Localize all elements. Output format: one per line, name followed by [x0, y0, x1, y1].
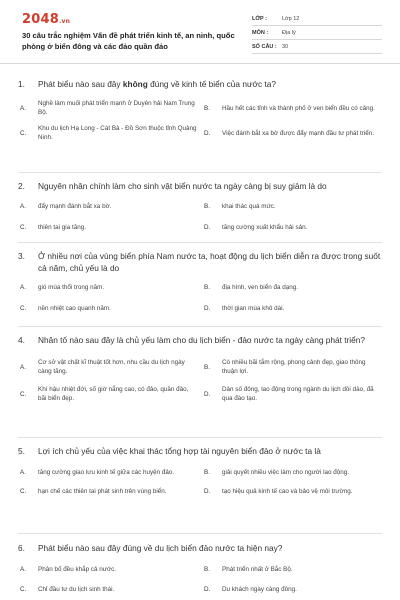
option-d[interactable]	[202, 585, 382, 594]
option-c[interactable]	[18, 487, 202, 496]
option-text: tạo hiệu quả kinh tế cao và bảo vệ môi trường.	[222, 488, 353, 495]
option-text: hạn chế các thiên tai phát sinh trên vùng biển.	[38, 488, 167, 495]
option-text: địa hình, ven biển đa dạng.	[222, 284, 298, 291]
option-b[interactable]	[202, 358, 382, 376]
option-letter: B.	[204, 566, 210, 573]
meta-row-subject	[252, 26, 382, 40]
option-text: Cơ sở vật chất kĩ thuật tốt hơn, nhu cầu du lịch ngày càng tăng.	[38, 359, 185, 375]
option-letter: C.	[20, 224, 27, 231]
option-letter: C.	[20, 305, 27, 312]
question-text-part: đúng về kinh tế biển của nước ta?	[147, 79, 276, 89]
option-a[interactable]	[18, 565, 202, 574]
option-text: Dân số đông, lao động trong ngành du lịch dồi dào, đã qua đào tạo.	[222, 386, 374, 402]
option-c[interactable]	[18, 385, 202, 403]
option-text: tăng cường giao lưu kinh tế giữa các huyện đảo.	[38, 469, 175, 476]
question-number: 3.	[18, 251, 25, 261]
logo-suffix-text: .vn	[58, 18, 71, 25]
option-text: Hầu hết các tỉnh và thành phố ở ven biển đều có cảng.	[222, 104, 375, 112]
question-5	[18, 445, 382, 496]
option-text: khai thác quá mức.	[222, 203, 276, 210]
option-text: Khí hậu nhiệt đới, số giờ nắng cao, có đảo, quần đảo, bãi biển đẹp.	[38, 386, 189, 402]
option-b[interactable]	[202, 99, 382, 117]
option-letter: B.	[204, 469, 210, 476]
option-letter: B.	[204, 284, 210, 291]
question-4	[18, 334, 382, 403]
question-1	[18, 78, 382, 142]
option-text: thiên tai gia tăng.	[38, 224, 86, 231]
option-letter: C.	[20, 129, 27, 137]
option-d[interactable]	[202, 223, 382, 232]
question-number: 1.	[18, 79, 25, 89]
divider	[18, 437, 382, 438]
option-c[interactable]	[18, 304, 202, 313]
option-text: Nghề làm muối phát triển mạnh ở Duyên hải Nam Trung Bộ.	[38, 100, 195, 116]
question-text: Ở nhiều nơi của vùng biển phía Nam nước ta, hoạt động du lịch biển diễn ra được trong suốt cả năm, chủ yếu là do	[38, 251, 381, 273]
option-letter: A.	[20, 469, 26, 476]
question-number: 2.	[18, 181, 25, 191]
question-text: Phát biểu nào sau đây đúng về du lịch biển đảo nước ta hiện nay?	[38, 543, 283, 553]
option-letter: D.	[204, 586, 211, 593]
option-text: đẩy mạnh đánh bắt xa bờ.	[38, 203, 112, 210]
question-text: Nhân tố nào sau đây là chủ yếu làm cho du lịch biển - đảo nước ta ngày càng phát triển?	[38, 335, 365, 345]
option-letter: C.	[20, 390, 27, 398]
option-c[interactable]	[18, 124, 202, 142]
question-2	[18, 180, 382, 232]
meta-label: LỚP :	[252, 15, 267, 22]
option-c[interactable]	[18, 223, 202, 232]
option-a[interactable]	[18, 468, 202, 477]
option-letter: C.	[20, 488, 27, 495]
option-letter: D.	[204, 129, 211, 137]
option-b[interactable]	[202, 283, 382, 292]
option-d[interactable]	[202, 124, 382, 142]
question-number: 4.	[18, 335, 25, 345]
option-letter: D.	[204, 224, 211, 231]
option-d[interactable]	[202, 304, 382, 313]
option-b[interactable]	[202, 468, 382, 477]
meta-label: MÔN :	[252, 29, 269, 36]
option-letter: A.	[20, 203, 26, 210]
question-text: Lợi ích chủ yếu của việc khai thác tổng hợp tài nguyên biển đảo ở nước ta là	[38, 446, 321, 456]
question-6	[18, 542, 382, 594]
option-letter: D.	[204, 390, 211, 398]
site-logo[interactable]	[22, 12, 70, 27]
option-letter: B.	[204, 363, 210, 371]
meta-row-class	[252, 12, 382, 26]
option-b[interactable]	[202, 202, 382, 211]
option-text: tăng cường xuất khẩu hải sản.	[222, 224, 308, 231]
question-number: 5.	[18, 446, 25, 456]
quiz-title: 30 câu trắc nghiệm Vấn đề phát triển kinh tế, an ninh, quốc phòng ở biển đông và các đảo quần đảo	[22, 31, 235, 51]
meta-row-count	[252, 40, 382, 54]
option-letter: A.	[20, 284, 26, 291]
question-3	[18, 250, 382, 313]
option-d[interactable]	[202, 487, 382, 496]
option-text: Phát triển nhất ở Bắc Bộ.	[222, 566, 293, 573]
divider	[18, 533, 382, 534]
option-c[interactable]	[18, 585, 202, 594]
option-letter: D.	[204, 305, 211, 312]
option-text: giải quyết nhiều việc làm cho người lao động.	[222, 469, 350, 476]
option-text: thời gian mùa khô dài.	[222, 305, 285, 312]
logo-main-text: 2048	[22, 12, 59, 27]
option-letter: A.	[20, 566, 26, 573]
option-text: Du khách ngày càng đông.	[222, 586, 297, 593]
meta-value: Địa lý	[282, 29, 296, 36]
question-number: 6.	[18, 543, 25, 553]
option-a[interactable]	[18, 283, 202, 292]
option-a[interactable]	[18, 202, 202, 211]
option-text: gió mùa thổi trong năm.	[38, 284, 105, 291]
question-text	[38, 78, 382, 90]
option-text: Khu du lịch Hạ Long - Cát Bà - Đồ Sơn thuộc tỉnh Quảng Ninh.	[38, 125, 197, 141]
divider	[18, 326, 382, 327]
option-text: Phân bố đều khắp cả nước.	[38, 566, 117, 573]
divider	[18, 172, 382, 173]
question-text-part: Phát biểu nào sau đây	[38, 79, 123, 89]
option-d[interactable]	[202, 385, 382, 403]
meta-value: 30	[282, 43, 289, 50]
page-header	[0, 0, 400, 64]
option-letter: B.	[204, 104, 210, 112]
option-letter: C.	[20, 586, 27, 593]
option-text: Chỉ đầu tư du lịch sinh thái.	[38, 586, 115, 593]
question-text: Nguyên nhân chính làm cho sinh vật biển nước ta ngày càng bị suy giảm là do	[38, 181, 327, 191]
divider	[18, 242, 382, 243]
option-a[interactable]	[18, 99, 202, 117]
meta-label: SỐ CÂU :	[252, 43, 277, 50]
option-letter: D.	[204, 488, 211, 495]
option-letter: A.	[20, 363, 26, 371]
question-text-emphasis: không	[122, 79, 148, 89]
quiz-meta	[252, 12, 382, 54]
option-text: nền nhiệt cao quanh năm.	[38, 305, 111, 312]
option-text: Việc đánh bắt xa bờ được đẩy mạnh đầu tư phát triển.	[222, 129, 375, 137]
option-text: Có nhiều bãi tắm rộng, phong cảnh đẹp, giao thông thuận lợi.	[222, 359, 366, 375]
option-letter: B.	[204, 203, 210, 210]
option-b[interactable]	[202, 565, 382, 574]
option-letter: A.	[20, 104, 26, 112]
option-a[interactable]	[18, 358, 202, 376]
meta-value: Lớp 12	[282, 15, 300, 22]
